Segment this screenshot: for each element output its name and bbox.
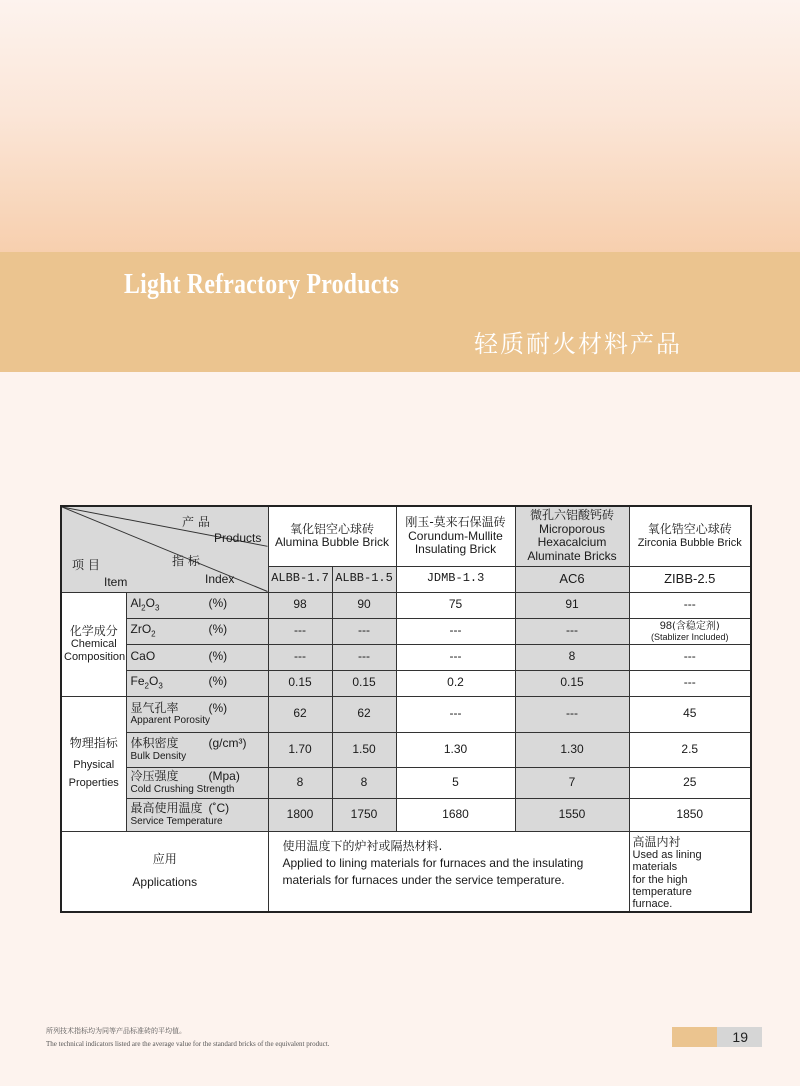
value-cell: 90	[332, 592, 396, 618]
value-cell: 0.15	[332, 670, 396, 696]
corner-product-cn: 产 品	[182, 515, 210, 529]
table-row	[61, 592, 751, 618]
value-cell: 8	[515, 644, 629, 670]
product-alumina: 氧化铝空心球砖 Alumina Bubble Brick	[268, 506, 396, 566]
value-cell: 1850	[629, 798, 751, 831]
property-cold-crushing-strength: 冷压强度 (Mpa) Cold Crushing Strength	[126, 767, 268, 798]
product-corundum: 刚玉-莫来石保温砖 Corundum-Mullite Insulating Brick	[396, 506, 515, 566]
value-cell: 1750	[332, 798, 396, 831]
page-title-en: Light Refractory Products	[124, 268, 400, 300]
spec-table	[60, 505, 752, 913]
value-cell: 1.70	[268, 732, 332, 767]
header-gradient	[0, 0, 800, 252]
chemical-group-label: 化学成分 Chemical Composition	[61, 592, 126, 696]
property-al2o3: $Al_2O_3$ (%)	[126, 592, 268, 618]
value-cell: 1.50	[332, 732, 396, 767]
value-cell: 1800	[268, 798, 332, 831]
value-cell-zirconia: 98(含稳定剂) (Stablizer Included)	[629, 618, 751, 644]
product-zirconia: 氧化锆空心球砖 Zirconia Bubble Brick	[629, 506, 751, 566]
value-cell: 1.30	[396, 732, 515, 767]
property-zro2: ZrO$_2$ (%)	[126, 618, 268, 644]
value-cell: 75	[396, 592, 515, 618]
property-bulk-density: 体积密度 (g/cm³) Bulk Density	[126, 732, 268, 767]
applications-zirconia: 高温内衬 Used as lining materials for the high temperature furnace.	[629, 831, 751, 912]
value-cell: ---	[396, 696, 515, 732]
table-row	[61, 618, 751, 644]
footer-note-cn: 所列技术指标均为同等产品标准砖的平均值。	[46, 1027, 186, 1035]
table-header-row	[61, 506, 751, 566]
diagonal-lines	[62, 507, 268, 592]
value-cell: ---	[515, 696, 629, 732]
page-title-cn: 轻质耐火材料产品	[474, 330, 682, 358]
corner-index-cn: 指 标	[172, 554, 200, 568]
page-number: 19	[732, 1029, 748, 1045]
corner-product-en: Products	[214, 531, 262, 545]
value-cell: 0.2	[396, 670, 515, 696]
value-cell: 1.30	[515, 732, 629, 767]
page-number-bar	[672, 1027, 762, 1047]
value-cell: 7	[515, 767, 629, 798]
value-cell: ---	[629, 670, 751, 696]
property-service-temperature: 最高使用温度 (˚C) Service Temperature	[126, 798, 268, 831]
value-cell: ---	[332, 618, 396, 644]
property-apparent-porosity: 显气孔率 (%) Apparent Porosity	[126, 696, 268, 732]
value-cell: 0.15	[268, 670, 332, 696]
table-row	[61, 670, 751, 696]
value-cell: ---	[515, 618, 629, 644]
value-cell: 91	[515, 592, 629, 618]
value-cell: 45	[629, 696, 751, 732]
value-cell: 2.5	[629, 732, 751, 767]
value-cell: ---	[629, 644, 751, 670]
applications-label: 应用 Applications	[61, 831, 268, 912]
value-cell: ---	[268, 618, 332, 644]
code-cell: AC6	[515, 566, 629, 592]
value-cell: 8	[268, 767, 332, 798]
value-cell: ---	[396, 618, 515, 644]
product-hexa: 微孔六铝酸钙砖 Microporous Hexacalcium Aluminate Bricks	[515, 506, 629, 566]
physical-group-label: 物理指标 Physical Properties	[61, 696, 126, 831]
property-fe2o3: $Fe_2O_3$ (%)	[126, 670, 268, 696]
value-cell: 8	[332, 767, 396, 798]
value-cell: 62	[332, 696, 396, 732]
corner-item-cn: 项 目	[72, 558, 100, 572]
value-cell: 25	[629, 767, 751, 798]
value-cell: 0.15	[515, 670, 629, 696]
value-cell: ---	[268, 644, 332, 670]
code-cell: JDMB-1.3	[396, 566, 515, 592]
code-cell: ZIBB-2.5	[629, 566, 751, 592]
corner-item-en: Item	[104, 575, 128, 589]
code-cell: ALBB-1.7	[268, 566, 332, 592]
code-cell: ALBB-1.5	[332, 566, 396, 592]
table-row	[61, 696, 751, 732]
value-cell: 98	[268, 592, 332, 618]
table-row	[61, 644, 751, 670]
value-cell: ---	[332, 644, 396, 670]
table-row	[61, 732, 751, 767]
value-cell: 62	[268, 696, 332, 732]
property-cao: CaO (%)	[126, 644, 268, 670]
applications-row	[61, 831, 751, 912]
value-cell: 5	[396, 767, 515, 798]
value-cell: 1680	[396, 798, 515, 831]
table-row	[61, 767, 751, 798]
corner-index-en: Index	[205, 572, 235, 586]
corner-header	[61, 506, 268, 592]
footer-note-en: The technical indicators listed are the average value for the standard bricks of the equivalent product.	[46, 1040, 330, 1048]
table-row	[61, 798, 751, 831]
applications-main: 使用温度下的炉衬或隔热材料. Applied to lining materials for furnaces and the insulating materials for furnaces under the service temperature.	[268, 831, 629, 912]
value-cell: ---	[629, 592, 751, 618]
value-cell: ---	[396, 644, 515, 670]
value-cell: 1550	[515, 798, 629, 831]
